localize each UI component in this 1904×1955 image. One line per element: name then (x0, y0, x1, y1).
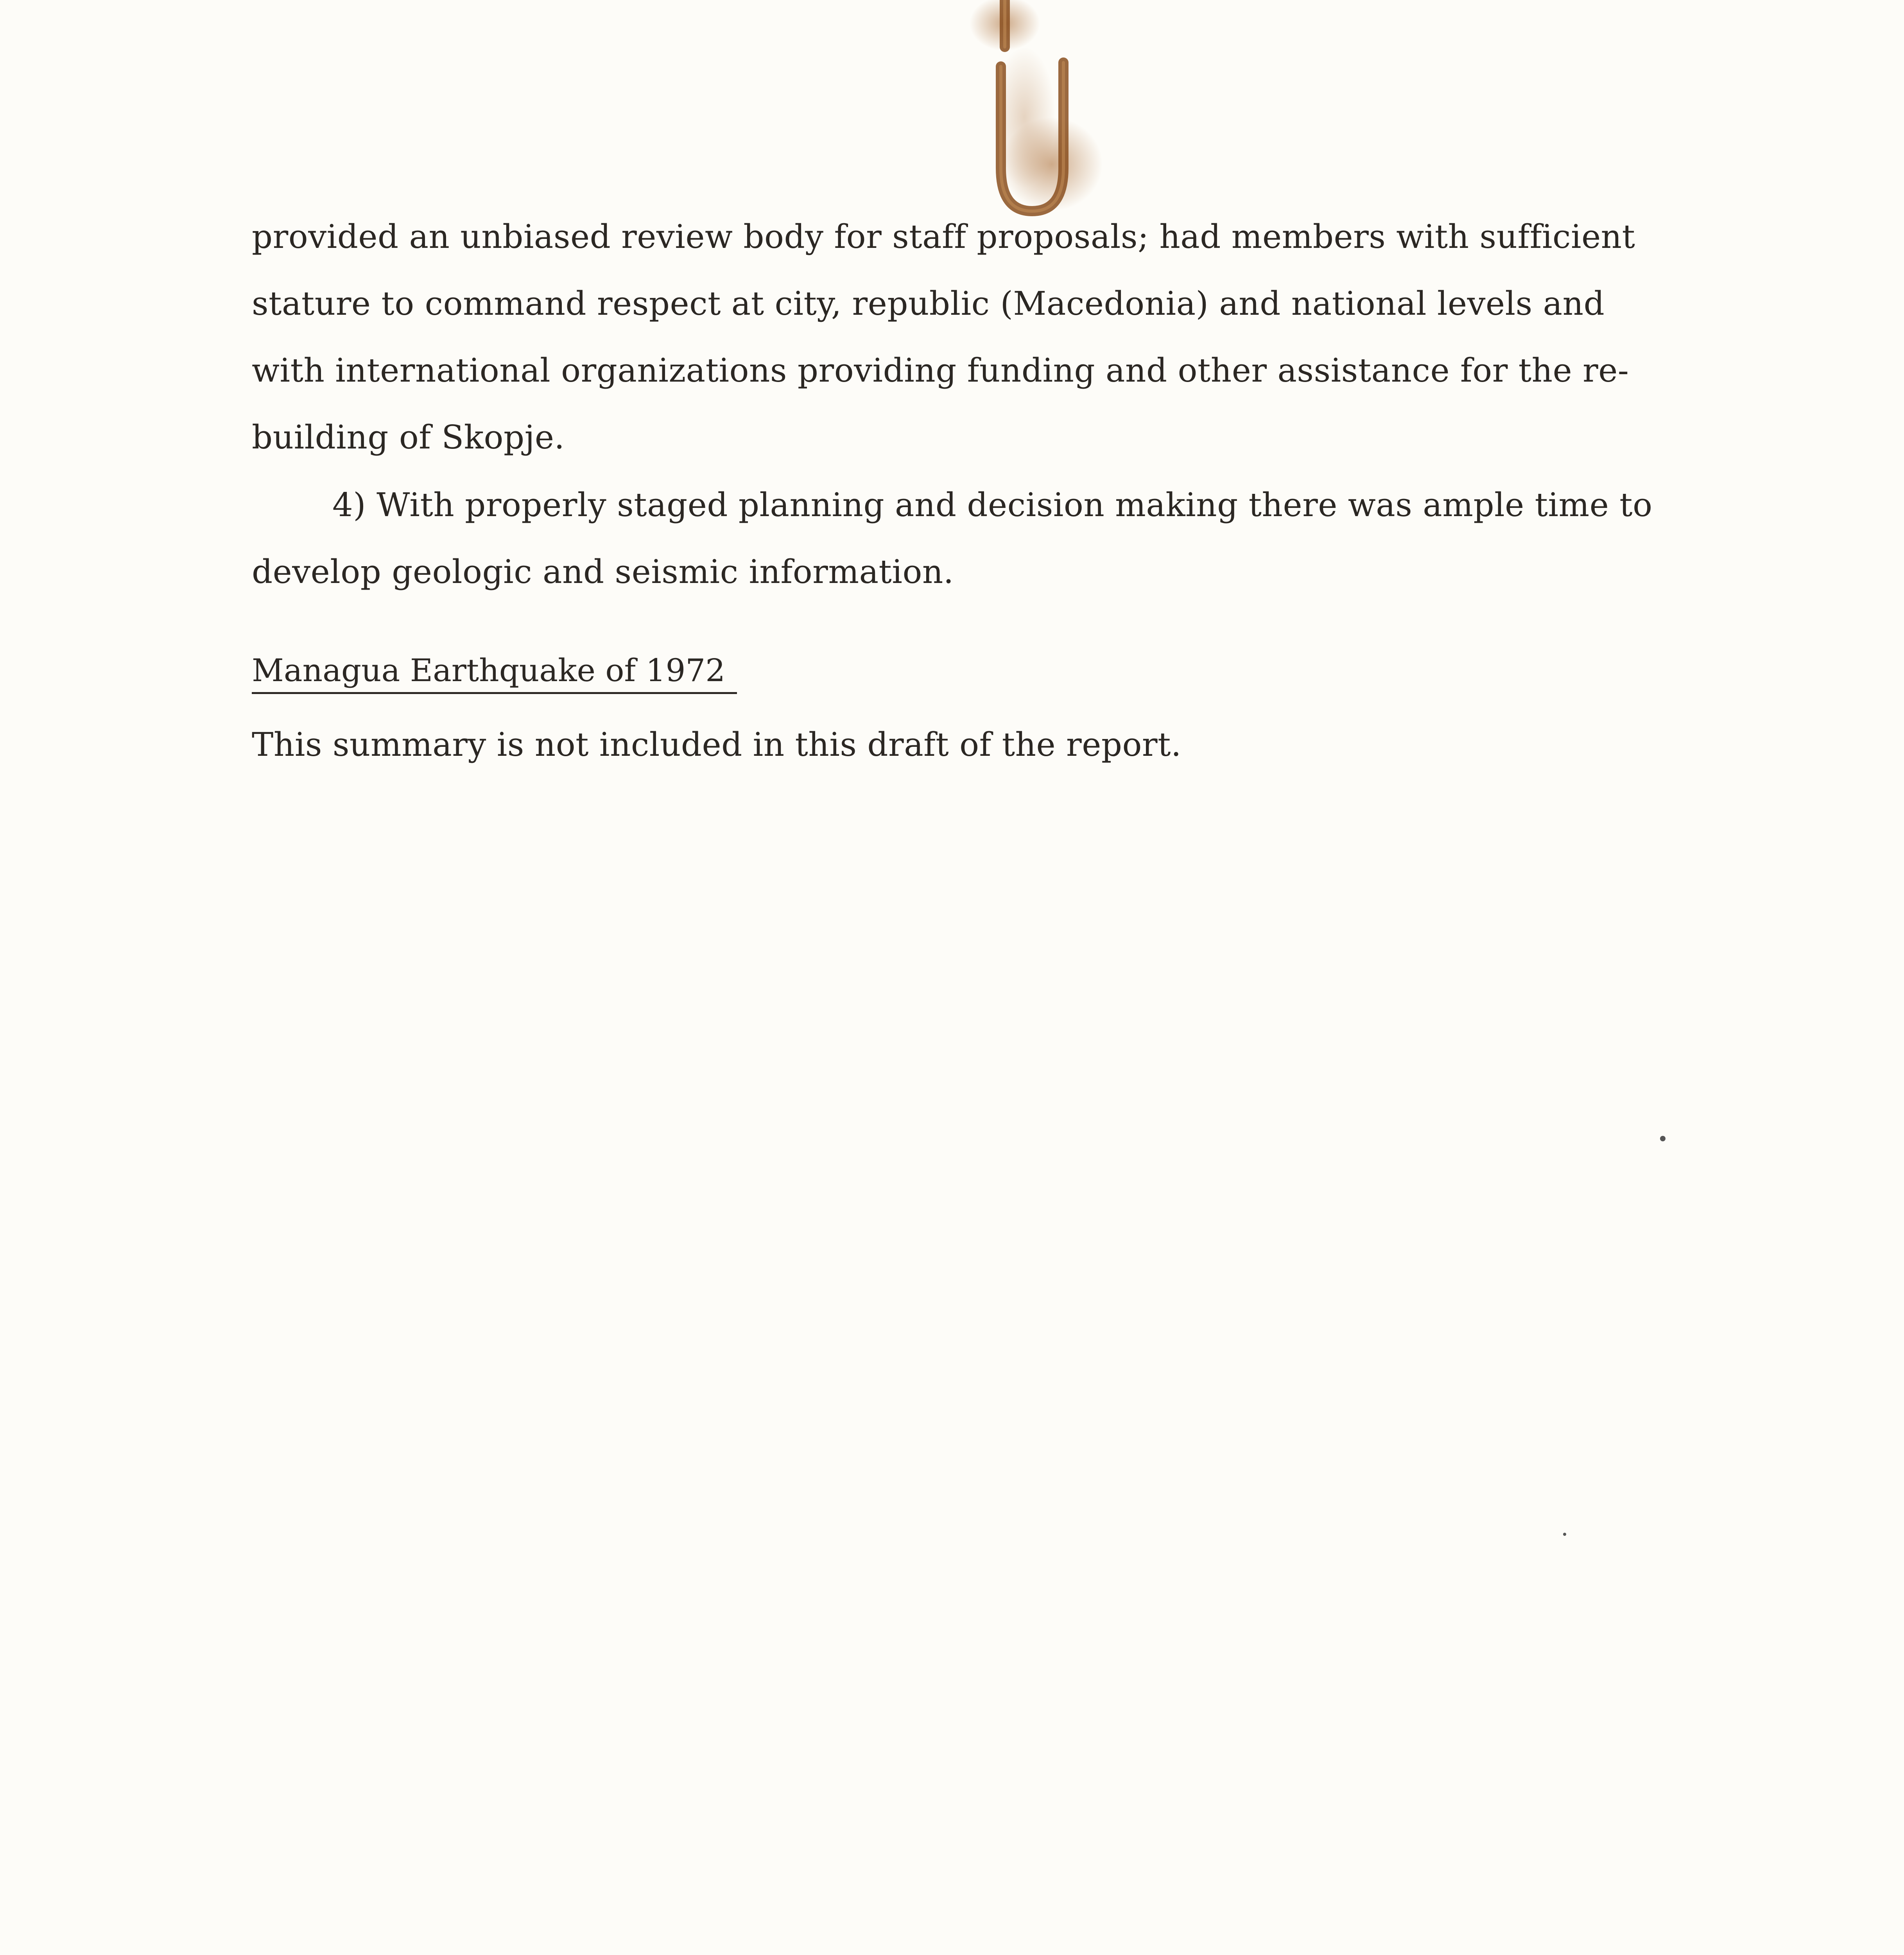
paragraph-line: building of Skopje. (252, 418, 565, 456)
ink-speck (1563, 1533, 1566, 1536)
paragraph-line: develop geologic and seismic information. (252, 553, 954, 591)
paragraph-line: provided an unbiased review body for staff proposals; had members with sufficient (252, 218, 1635, 256)
paperclip-rust-stain (954, 0, 1103, 231)
continued-paragraph (252, 203, 1722, 471)
section-heading: Managua Earthquake of 1972 (252, 649, 737, 694)
paragraph-line: 4) With properly staged planning and decision making there was ample time to (332, 486, 1653, 524)
section-body-text: This summary is not included in this draft of the report. (252, 726, 1181, 764)
paragraph-line: with international organizations providing funding and other assistance for the re- (252, 352, 1629, 389)
numbered-paragraph-4 (252, 472, 1722, 605)
paragraph-line: stature to command respect at city, republic (Macedonia) and national levels and (252, 285, 1605, 323)
ink-speck (1660, 1136, 1666, 1141)
